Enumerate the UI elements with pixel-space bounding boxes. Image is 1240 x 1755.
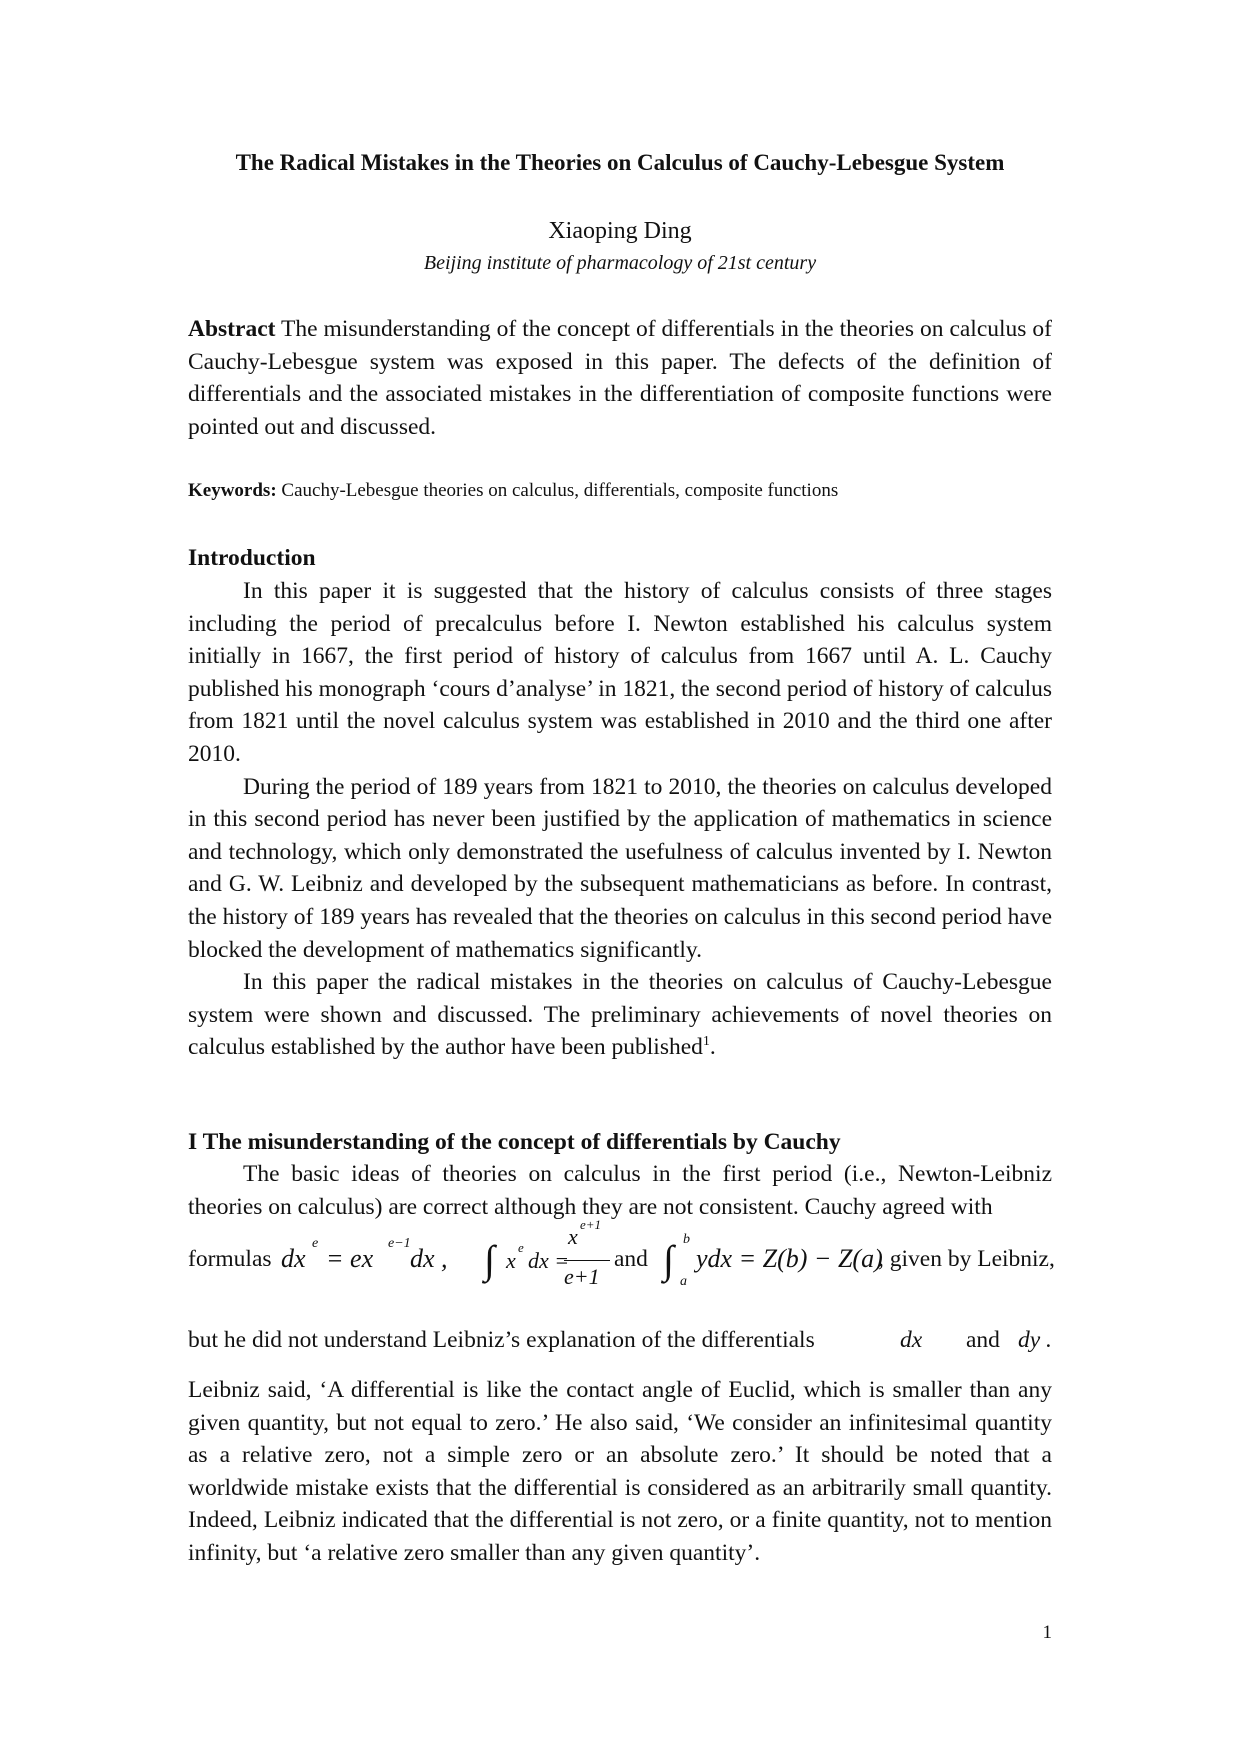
introduction-heading: Introduction bbox=[188, 545, 316, 571]
after-formula-dy: dy . bbox=[1018, 1327, 1052, 1353]
formula-2-exp: e bbox=[518, 1240, 524, 1255]
formula-3-upper-limit: b bbox=[683, 1232, 690, 1247]
intro-paragraph-3-text: In this paper the radical mistakes in the theories on calculus of Cauchy-Lebesgue system were shown and discussed. The preliminary achievements of novel theories on calculus established by the author have been published bbox=[188, 969, 1052, 1061]
formula-1-tail: dx , bbox=[410, 1244, 448, 1273]
formula-1-rhs-exp: e−1 bbox=[388, 1236, 411, 1251]
formula-2-numerator: x bbox=[568, 1224, 578, 1249]
author-name: Xiaoping Ding bbox=[548, 218, 692, 244]
after-formula-and: and bbox=[966, 1327, 1000, 1353]
section-1-heading: I The misunderstanding of the concept of differentials by Cauchy bbox=[188, 1129, 841, 1155]
after-formula-text: but he did not understand Leibniz’s explanation of the differentials bbox=[188, 1327, 815, 1353]
formula-3-body: ydx = Z(b) − Z(a) bbox=[696, 1244, 883, 1273]
intro-paragraph-1: In this paper it is suggested that the history of calculus consists of three stages including the period of precalculus before I. Newton established his calculus system initially in 1667, the first period of history of calculus from 1667 until A. L. Cauchy published his monograph ‘cours d’analyse’ in 1821, the second period of history of calculus from 1821 until the novel calculus system was established in 2010 and the third one after 2010. bbox=[188, 578, 1052, 767]
after-formula-dx: dx bbox=[900, 1327, 923, 1353]
after-formula-line bbox=[188, 1324, 1052, 1356]
formula-2-integral-sign: ∫ bbox=[484, 1237, 495, 1282]
abstract bbox=[188, 313, 1052, 443]
section-1-body bbox=[188, 1158, 1052, 1223]
intro-paragraph-3-end: . bbox=[709, 1034, 716, 1061]
introduction-body bbox=[188, 575, 1052, 1064]
paper-title: The Radical Mistakes in the Theories on Calculus of Cauchy-Lebesgue System bbox=[235, 150, 1005, 175]
formula-2-denominator: e+1 bbox=[564, 1264, 600, 1289]
intro-paragraph-2: During the period of 189 years from 1821 to 2010, the theories on calculus developed in this second period has never been justified by the application of mathematics in science and technology, which only demonstrated the usefulness of calculus invented by I. Newton and G. W. Leibniz and developed by the subsequent mathematicians as before. In contrast, the history of 189 years has revealed that the theories on calculus in this second period have blocked the development of mathematics significantly. bbox=[188, 773, 1053, 963]
formula-2-fraction-bar bbox=[564, 1260, 610, 1261]
keywords bbox=[188, 479, 1052, 503]
footnote-mark: 1 bbox=[702, 1034, 710, 1050]
abstract-label: Abstract bbox=[188, 316, 276, 342]
leibniz-paragraph: Leibniz said, ‘A differential is like the contact angle of Euclid, which is smaller than any given quantity, but not equal to zero.’ He also said, ‘We consider an infinitesimal quantity as a relative zero, not a simple zero or an absolute zero.’ It should be noted that a worldwide mistake exists that the differential is considered as an arbitrarily small quantity. Indeed, Leibniz indicated that the differential is not zero, or a finite quantity, not to mention infinity, but ‘a relative zero smaller than any given quantity’. bbox=[188, 1377, 1052, 1566]
intro-paragraph-3 bbox=[188, 966, 1052, 1064]
keywords-label: Keywords: bbox=[188, 480, 277, 501]
formula-and: and bbox=[614, 1246, 648, 1272]
formula-trail: , given by Leibniz, bbox=[878, 1246, 1055, 1272]
formulas-lead: formulas bbox=[188, 1246, 272, 1272]
formula-1-lhs-exp: e bbox=[312, 1236, 319, 1251]
formula-line bbox=[188, 1217, 1055, 1304]
section-1-paragraph: The basic ideas of theories on calculus in the first period (i.e., Newton-Leibniz theories on calculus) are correct although they are not consistent. Cauchy agreed with bbox=[188, 1161, 1052, 1220]
formula-2-numerator-exp: e+1 bbox=[580, 1217, 602, 1232]
formula-2-tail: dx = bbox=[528, 1248, 570, 1273]
formula-1-lhs: dx bbox=[281, 1244, 306, 1273]
formula-1-eq: = ex bbox=[326, 1244, 374, 1273]
formula-3-lower-limit: a bbox=[680, 1274, 687, 1289]
author-affiliation: Beijing institute of pharmacology of 21st century bbox=[423, 252, 817, 274]
formula-2-body: x bbox=[506, 1248, 516, 1273]
page-number: 1 bbox=[1042, 1622, 1052, 1643]
formula-3-integral-sign: ∫ bbox=[663, 1237, 674, 1282]
keywords-text: Cauchy-Lebesgue theories on calculus, differentials, composite functions bbox=[281, 480, 839, 501]
abstract-text: The misunderstanding of the concept of differentials in the theories on calculus of Cauchy-Lebesgue system was exposed in this paper. The defects of the definition of differentials and the associated mistakes in the differentiation of composite functions were pointed out and discussed. bbox=[188, 316, 1053, 440]
